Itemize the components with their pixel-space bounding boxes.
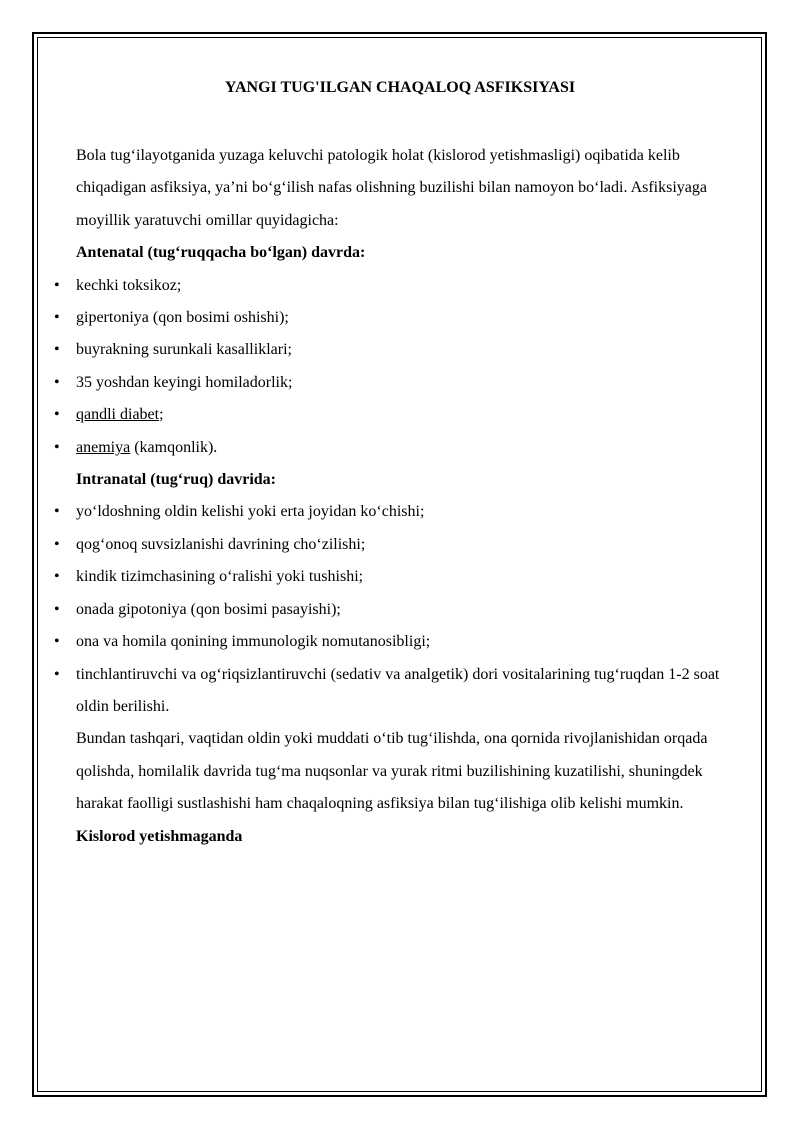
antenatal-list [54, 270, 736, 464]
list-item-text: buyrakning surunkali kasalliklari; [76, 341, 292, 359]
list-item-text: qog‘onoq suvsizlanishi davrining cho‘zilishi; [76, 535, 366, 553]
list-item-text: tinchlantiruvchi va og‘riqsizlantiruvchi (sedativ va analgetik) dori vositalarining tug‘ruqdan 1-2 soat oldin berilishi. [76, 665, 720, 715]
antenatal-heading: Antenatal (tug‘ruqqacha bo‘lgan) davrda: [76, 244, 366, 262]
intro-paragraph: Bola tug‘ilayotganida yuzaga keluvchi patologik holat (kislorod yetishmasligi) oqibatida kelib chiqadigan asfiksiya, ya’ni bo‘g‘ilish nafas olishning buzilishi bilan namoyon bo‘ladi. Asfiksiyaga moyillik yaratuvchi omillar quyidagicha: [76, 147, 707, 229]
bullet-icon: • [54, 503, 60, 521]
list-item [54, 270, 736, 302]
document-title: YANGI TUG'ILGAN CHAQALOQ ASFIKSIYASI [224, 79, 576, 96]
list-item [54, 594, 736, 626]
list-item [54, 367, 736, 399]
bullet-icon: • [54, 373, 60, 391]
list-item [54, 529, 736, 561]
bullet-icon: • [54, 438, 60, 456]
list-item-text: yo‘ldoshning oldin kelishi yoki erta joyidan ko‘chishi; [76, 503, 425, 521]
list-item-text: gipertoniya (qon bosimi oshishi); [76, 309, 289, 327]
closing-paragraph: Bundan tashqari, vaqtidan oldin yoki muddati o‘tib tug‘ilishda, ona qornida rivojlanishidan orqada qolishda, homilalik davrida tug‘ma nuqsonlar va yurak ritmi buzilishining kuzatilishi, shuningdek harakat faolligi sustlashishi ham chaqaloqning asfiksiya bilan tug‘ilishiga olib kelishi mumkin. [76, 730, 708, 813]
bullet-icon: • [54, 568, 60, 586]
list-item [54, 334, 736, 366]
intranatal-heading: Intranatal (tug‘ruq) davrida: [76, 471, 277, 489]
list-item [54, 659, 736, 724]
list-item-text: ; [159, 406, 164, 424]
list-item [54, 432, 736, 464]
section-subheading: Kislorod yetishmaganda [76, 827, 243, 845]
list-item-text: ona va homila qonining immunologik nomutanosibligi; [76, 633, 431, 651]
list-item [54, 496, 736, 528]
list-item [54, 561, 736, 593]
bullet-icon: • [54, 633, 60, 651]
bullet-icon: • [54, 665, 60, 683]
list-item-text: kechki toksikoz; [76, 276, 182, 294]
anemiya-link[interactable]: anemiya [76, 438, 131, 456]
list-item-text: 35 yoshdan keyingi homiladorlik; [76, 373, 293, 391]
list-item-text: kindik tizimchasining o‘ralishi yoki tushishi; [76, 568, 364, 586]
list-item [54, 626, 736, 658]
bullet-icon: • [54, 276, 60, 294]
bullet-icon: • [54, 600, 60, 618]
bullet-icon: • [54, 406, 60, 424]
qandli-diabet-link[interactable]: qandli diabet [76, 406, 160, 424]
document-body [54, 140, 736, 853]
list-item [54, 302, 736, 334]
bullet-icon: • [54, 309, 60, 327]
list-item-text: onada gipotoniya (qon bosimi pasayishi); [76, 600, 341, 618]
bullet-icon: • [54, 341, 60, 359]
list-item [54, 399, 736, 431]
intranatal-list [54, 496, 736, 723]
list-item-text: (kamqonlik). [130, 438, 218, 456]
bullet-icon: • [54, 535, 60, 553]
